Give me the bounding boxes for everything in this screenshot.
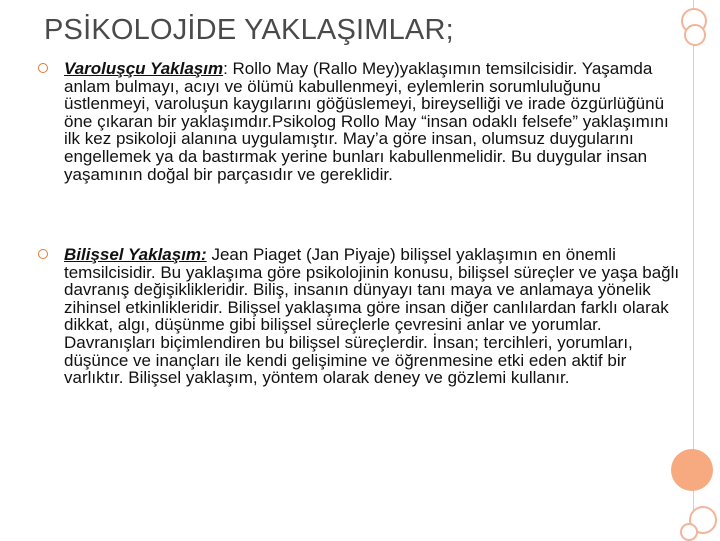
bullet-icon [38, 63, 48, 73]
term-label: Bilişsel Yaklaşım: [64, 245, 207, 264]
bullet-icon [38, 249, 48, 259]
decorative-filled-circle-icon [671, 449, 713, 491]
term-separator: : [223, 59, 233, 78]
item-body: Rollo May (Rallo Mey)yaklaşımın temsilcisidir. Yaşamda anlam bulmayı, acıyı ve ölümü kabullenmeyi, eylemlerin sorumluluğunu üstlenmeyi, varoluşun kaygılarını göğüslemeyi, bireyselliği ve irade özgürlüğünü öne çıkaran bir yaklaşımdır.Psikolog Rollo May “insan odaklı felsefe” yaklaşımını ilk kez psikoloji alanına uygulamıştır. May’a göre insan, olumsuz duygularını engellemek ya da bastırmak yerine bunları kabullenmelidir. Bu duygular insan yaşamının doğal bir parçasıdır ve gereklidir. [64, 59, 669, 184]
term-label: Varoluşçu Yaklaşım [64, 59, 224, 78]
decorative-circle-icon [680, 523, 698, 541]
slide-title: PSİKOLOJİDE YAKLAŞIMLAR; [44, 14, 454, 46]
bullet-item-existential [64, 60, 682, 183]
decorative-circle-icon [684, 24, 706, 46]
item-body: Jean Piaget (Jan Piyaje) bilişsel yaklaşımın en önemli temsilcisidir. Bu yaklaşıma göre psikolojinin konusu, bilişsel süreçler ve yaşa bağlı davranış değişiklikleridir. Biliş, insanın dünyayı tanı maya ve anlamaya yönelik zihinsel etkinlikleridir. Bilişsel yaklaşıma göre insan diğer canlılardan farklı olarak dikkat, algı, düşünme gibi bilişsel süreçlerle çevresini anlar ve yorumlar. Davranışları biçimlendiren bu bilişsel süreçlerdir. İnsan; tercihleri, yorumları, düşünce ve inançları ile kendi gelişimine ve öğrenmesine etki eden aktif bir varlıktır. Bilişsel yaklaşım, yöntem olarak deney ve gözlemi kullanır. [64, 245, 680, 388]
bullet-item-cognitive [64, 246, 682, 387]
